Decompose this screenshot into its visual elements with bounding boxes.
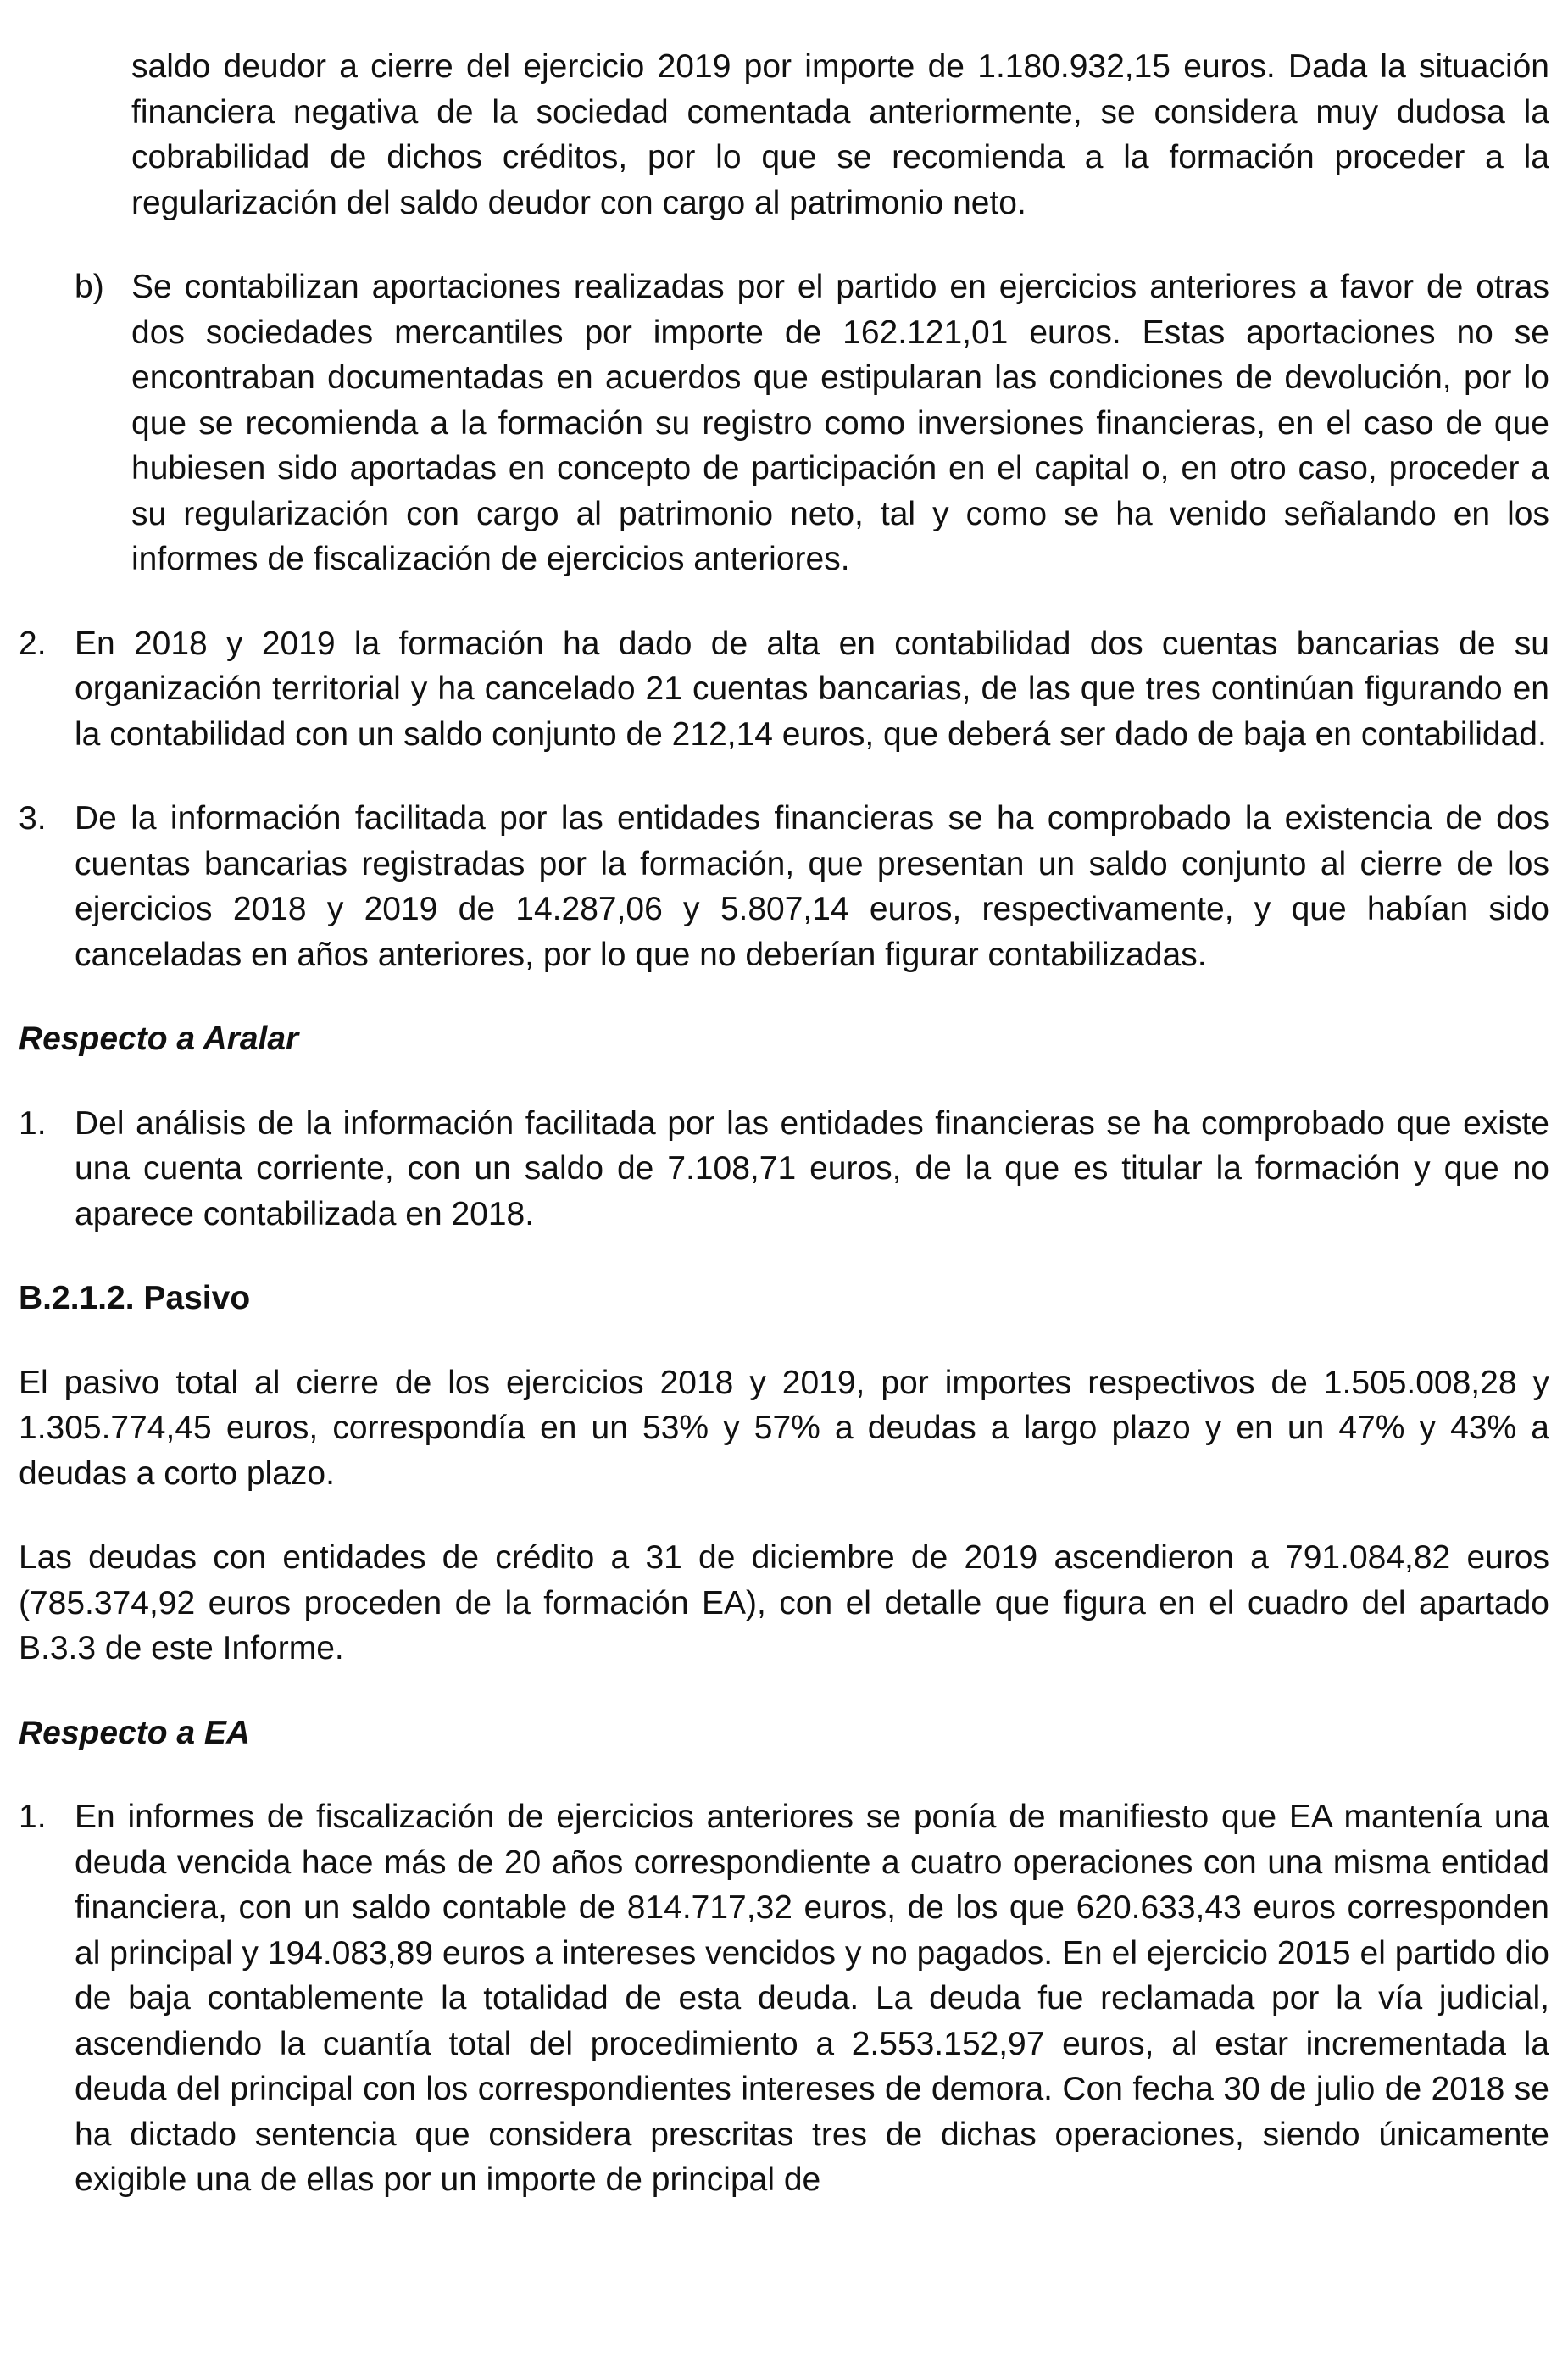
list-marker: 3. [19, 800, 47, 837]
list-item-text: Se contabilizan aportaciones realizadas por el partido en ejercicios anteriores a favor de otras dos sociedades mercantiles por importe de 162.121,01 euros. Estas aportaciones no se encontraban documentadas en acuerdos que estipularan las condiciones de devolución, por lo que se recomienda a la formación su registro como inversiones financieras, en el caso de que hubiesen sido aportadas en concepto de participación en el capital o, en otro caso, proceder a su regularización con cargo al patrimonio neto, tal y como se ha venido señalando en los informes de fiscalización de ejercicios anteriores. [131, 269, 1549, 577]
list-marker: 1. [19, 1104, 47, 1142]
list-item-3 [19, 796, 1549, 977]
section-heading-pasivo: B.2.1.2. Pasivo [19, 1280, 251, 1316]
list-item-text: En informes de fiscalización de ejercicios anteriores se ponía de manifiesto que EA mantenía una deuda vencida hace más de 20 años correspondiente a cuatro operaciones con una misma entidad financiera, con un saldo contable de 814.717,32 euros, de los que 620.633,43 euros corresponden al principal y 194.083,89 euros a intereses vencidos y no pagados. En el ejercicio 2015 el partido dio de baja contablemente la totalidad de esta deuda. La deuda fue reclamada por la vía judicial, ascendiendo la cuantía total del procedimiento a 2.553.152,97 euros, al estar incrementada la deuda del principal con los correspondientes intereses de demora. Con fecha 30 de julio de 2018 se ha dictado sentencia que considera prescritas tres de dichas operaciones, siendo únicamente exigible una de ellas por un importe de principal de [75, 1799, 1549, 2198]
ea-list-item-1 [19, 1794, 1549, 2203]
list-item-2 [19, 621, 1549, 758]
section-heading-ea: Respecto a EA [19, 1714, 251, 1751]
list-marker: 1. [19, 1799, 47, 1835]
list-item-b [19, 264, 1549, 582]
section-heading-aralar: Respecto a Aralar [19, 1021, 299, 1057]
list-item-text: En 2018 y 2019 la formación ha dado de alta en contabilidad dos cuentas bancarias de su organización territorial y ha cancelado 21 cuentas bancarias, de las que tres continúan figurando en la contabilidad con un saldo conjunto de 212,14 euros, que deberá ser dado de baja en contabilidad. [75, 625, 1549, 753]
pasivo-paragraph-2: Las deudas con entidades de crédito a 31 de diciembre de 2019 ascendieron a 791.084,82 euros (785.374,92 euros proceden de la formación EA), con el detalle que figura en el cuadro del apartado B.3.3 de este Informe. [19, 1539, 1549, 1666]
list-item-text: De la información facilitada por las entidades financieras se ha comprobado la existencia de dos cuentas bancarias registradas por la formación, que presentan un saldo conjunto al cierre de los ejercicios 2018 y 2019 de 14.287,06 y 5.807,14 euros, respectivamente, y que habían sido canceladas en años anteriores, por lo que no deberían figurar contabilizadas. [75, 800, 1549, 973]
list-marker: 2. [19, 625, 47, 662]
list-item-text: Del análisis de la información facilitada por las entidades financieras se ha comprobado que existe una cuenta corriente, con un saldo de 7.108,71 euros, de la que es titular la formación y que no aparece contabilizada en 2018. [75, 1104, 1549, 1232]
pasivo-paragraph-1: El pasivo total al cierre de los ejercicios 2018 y 2019, por importes respectivos de 1.505.008,28 y 1.305.774,45 euros, correspondía en un 53% y 57% a deudas a largo plazo y en un 47% y 43% a deudas a corto plazo. [19, 1364, 1549, 1492]
intro-continuation-paragraph: saldo deudor a cierre del ejercicio 2019 por importe de 1.180.932,15 euros. Dada la situación financiera negativa de la sociedad comentada anteriormente, se considera muy dudosa la cobrabilidad de dichos créditos, por lo que se recomienda a la formación proceder a la regularización del saldo deudor con cargo al patrimonio neto. [131, 48, 1549, 221]
document-page [19, 44, 1549, 2203]
list-marker: b) [75, 269, 104, 305]
aralar-list-item-1 [19, 1101, 1549, 1238]
